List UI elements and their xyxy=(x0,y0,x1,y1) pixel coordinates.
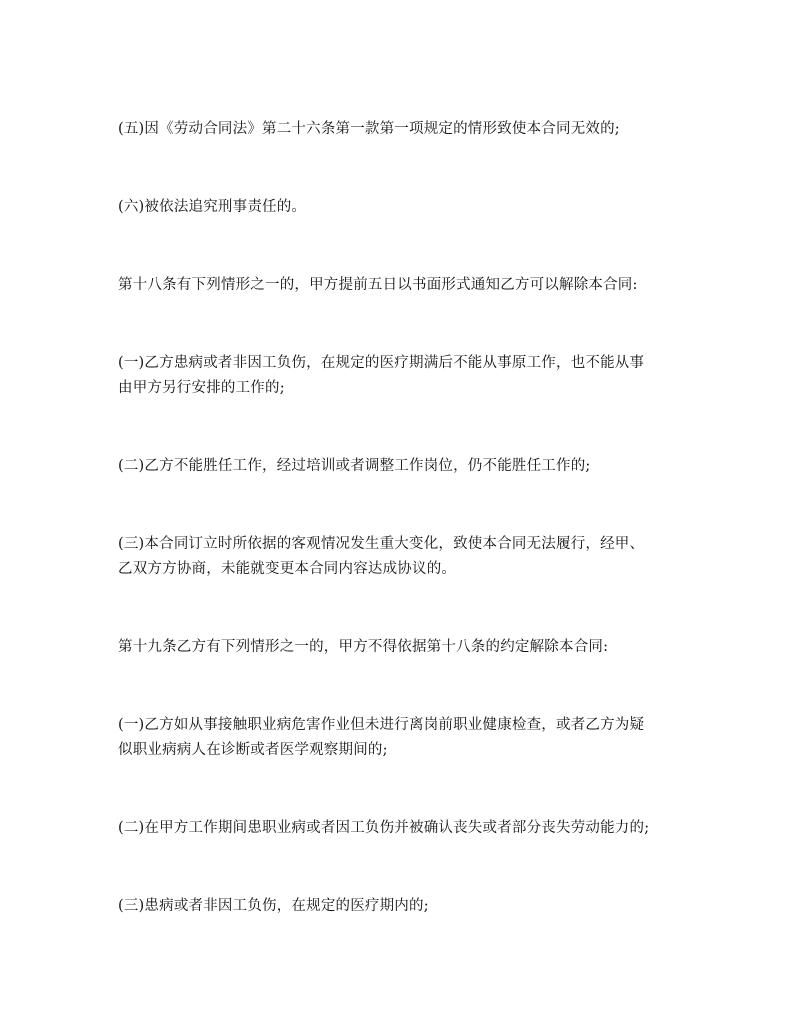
article-18-heading xyxy=(118,273,690,298)
article-19-item-3 xyxy=(118,894,690,919)
text-line: 第十九条乙方有下列情形之一的，甲方不得依据第十八条的约定解除本合同: xyxy=(118,639,609,655)
text-line: (五)因《劳动合同法》第二十六条第一款第一项规定的情形致使本合同无效的; xyxy=(118,121,620,137)
text-line: (三)本合同订立时所依据的客观情况发生重大变化，致使本合同无法履行，经甲、 xyxy=(118,536,645,552)
article-18-item-3 xyxy=(118,532,690,582)
article-19-heading xyxy=(118,635,690,660)
text-line: (二)乙方不能胜任工作，经过培训或者调整工作岗位，仍不能胜任工作的; xyxy=(118,458,591,474)
clause-6-paragraph xyxy=(118,195,690,220)
article-18-item-2 xyxy=(118,454,690,479)
clause-5-paragraph xyxy=(118,117,690,142)
text-line: (六)被依法追究刑事责任的。 xyxy=(118,199,307,215)
text-line: 由甲方另行安排的工作的; xyxy=(118,380,285,396)
text-line: (一)乙方患病或者非因工负伤，在规定的医疗期满后不能从事原工作，也不能从事 xyxy=(118,355,645,371)
text-line: 似职业病病人在诊断或者医学观察期间的; xyxy=(118,742,388,758)
text-line: (一)乙方如从事接触职业病危害作业但未进行离岗前职业健康检查，或者乙方为疑 xyxy=(118,717,645,733)
text-line: (三)患病或者非因工负伤，在规定的医疗期内的; xyxy=(118,898,429,914)
article-18-item-1 xyxy=(118,351,690,401)
text-line: 第十八条有下列情形之一的，甲方提前五日以书面形式通知乙方可以解除本合同: xyxy=(118,277,638,293)
text-line: 乙双方方协商，未能就变更本合同内容达成协议的。 xyxy=(118,561,457,577)
article-19-item-2 xyxy=(118,816,690,841)
article-19-item-1 xyxy=(118,713,690,763)
text-line: (二)在甲方工作期间患职业病或者因工负伤并被确认丧失或者部分丧失劳动能力的; xyxy=(118,820,650,836)
